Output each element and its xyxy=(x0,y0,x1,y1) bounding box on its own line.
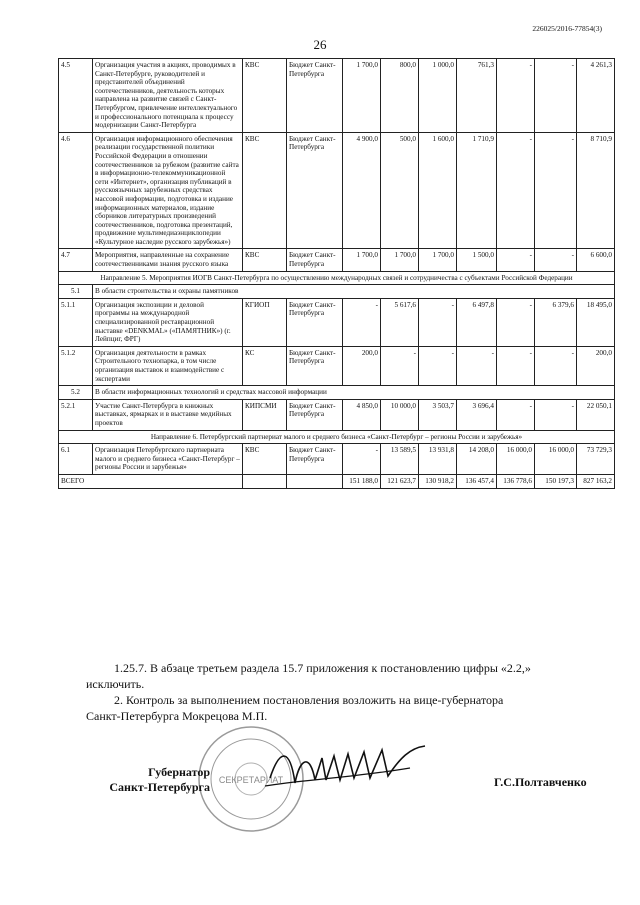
year-value: 3 696,4 xyxy=(457,399,497,430)
direction-title: Направление 6. Петербургский партнериат малого и среднего бизнеса «Санкт-Петербург – регионы России и зарубежья» xyxy=(59,430,615,444)
table-row xyxy=(59,399,615,430)
year-value: 5 617,6 xyxy=(381,298,419,346)
year-value: 1 000,0 xyxy=(419,59,457,133)
table-row xyxy=(59,346,615,385)
year-value: 1 700,0 xyxy=(419,249,457,271)
section-number: 5.2 xyxy=(59,386,93,400)
year-value: 1 600,0 xyxy=(419,132,457,249)
section-row xyxy=(59,285,615,299)
total-v4: 136 457,4 xyxy=(457,474,497,488)
row-number: 5.2.1 xyxy=(59,399,93,430)
executor: КИПСМИ xyxy=(243,399,287,430)
year-value: - xyxy=(419,298,457,346)
year-value: - xyxy=(343,444,381,475)
year-value: 13 931,8 xyxy=(419,444,457,475)
year-value: - xyxy=(419,346,457,385)
signatory-title xyxy=(90,765,210,795)
year-value: - xyxy=(535,249,577,271)
total-v3: 130 918,2 xyxy=(419,474,457,488)
year-value: 16 000,0 xyxy=(535,444,577,475)
row-number: 6.1 xyxy=(59,444,93,475)
year-value: - xyxy=(535,132,577,249)
page-number: 26 xyxy=(313,37,327,52)
table-row xyxy=(59,132,615,249)
executor: КВС xyxy=(243,59,287,133)
document-number: 226025/2016-77854(3) xyxy=(532,24,602,33)
section-row xyxy=(59,386,615,400)
table-row xyxy=(59,249,615,271)
executor: КВС xyxy=(243,444,287,475)
row-number: 4.7 xyxy=(59,249,93,271)
empty-cell xyxy=(243,474,287,488)
total-row xyxy=(59,474,615,488)
signatory-title-line2: Санкт-Петербурга xyxy=(109,780,210,794)
executor: КВС xyxy=(243,132,287,249)
total-value: 6 600,0 xyxy=(577,249,615,271)
year-value: - xyxy=(497,346,535,385)
row-number: 5.1.2 xyxy=(59,346,93,385)
executor: КГИОП xyxy=(243,298,287,346)
empty-cell xyxy=(287,474,343,488)
funding-source: Бюджет Санкт-Петербурга xyxy=(287,249,343,271)
row-number: 5.1.1 xyxy=(59,298,93,346)
year-value: - xyxy=(457,346,497,385)
table-row xyxy=(59,59,615,133)
total-v1: 151 188,0 xyxy=(343,474,381,488)
activity-name: Организация участия в акциях, проводимых в Санкт-Петербурге, руководителей и представителей объединений соотечественников, деятельность которых направлена на развитие связей с Санкт-Петербургом, привлечение интеллектуального и профессионального потенциала к процессу модернизации Санкт-Петербурга xyxy=(93,59,243,133)
year-value: - xyxy=(497,59,535,133)
activity-name: Организация экспозиции и деловой программы на международной специализированной реставрационной выставке «DENKMAL» («ПАМЯТНИК») (г. Лейпциг, ФРГ) xyxy=(93,298,243,346)
table-row xyxy=(59,444,615,475)
year-value: 6 379,6 xyxy=(535,298,577,346)
total-value: 22 050,1 xyxy=(577,399,615,430)
year-value: 1 700,0 xyxy=(381,249,419,271)
year-value: 14 208,0 xyxy=(457,444,497,475)
paragraph-2: 2. Контроль за выполнением постановления возложить на вице-губернатора xyxy=(114,693,504,707)
year-value: - xyxy=(535,59,577,133)
year-value: - xyxy=(497,249,535,271)
year-value: 4 850,0 xyxy=(343,399,381,430)
year-value: - xyxy=(497,298,535,346)
year-value: 500,0 xyxy=(381,132,419,249)
signatory-title-line1: Губернатор xyxy=(148,765,210,779)
paragraph-1-25-7-end: исключить. xyxy=(86,677,145,691)
activity-name: Организация Петербургского партнериата малого и среднего бизнеса «Санкт-Петербург – регионы России и зарубежья» xyxy=(93,444,243,475)
direction-row xyxy=(59,430,615,444)
total-value: 200,0 xyxy=(577,346,615,385)
year-value: - xyxy=(497,132,535,249)
year-value: 1 700,0 xyxy=(343,59,381,133)
year-value: - xyxy=(535,399,577,430)
funding-source: Бюджет Санкт-Петербурга xyxy=(287,298,343,346)
year-value: 1 500,0 xyxy=(457,249,497,271)
handwritten-signature xyxy=(260,738,430,798)
funding-source: Бюджет Санкт-Петербурга xyxy=(287,132,343,249)
activity-name: Участие Санкт-Петербурга в книжных выставках, ярмарках и в выставке медийных проектов xyxy=(93,399,243,430)
year-value: 1 700,0 xyxy=(343,249,381,271)
total-value: 8 710,9 xyxy=(577,132,615,249)
executor: КВС xyxy=(243,249,287,271)
year-value: 200,0 xyxy=(343,346,381,385)
program-table xyxy=(58,58,615,489)
year-value: 1 710,9 xyxy=(457,132,497,249)
year-value: 3 503,7 xyxy=(419,399,457,430)
year-value: 800,0 xyxy=(381,59,419,133)
funding-source: Бюджет Санкт-Петербурга xyxy=(287,399,343,430)
paragraph-1-25-7: 1.25.7. В абзаце третьем раздела 15.7 приложения к постановлению цифры «2.2,» xyxy=(114,661,531,675)
year-value: 16 000,0 xyxy=(497,444,535,475)
total-label: ВСЕГО xyxy=(59,474,243,488)
activity-name: Организация информационного обеспечения реализации государственной политики Российской Федерации в отношении соотечественников за рубежом (развитие сайта в информационно-телекоммуникационной сети «Интернет», организация публикаций в русскоязычных зарубежных средствах массовой информации, подготовка и издание информационных материалов, издание сборников литературных произведений соотечественников, подготовка презентаций, продвижение мультимедиаэнциклопедии «Культурное наследие русского зарубежья») xyxy=(93,132,243,249)
row-number: 4.6 xyxy=(59,132,93,249)
stamp-word: СЕКРЕТАРИАТ xyxy=(218,775,284,785)
funding-source: Бюджет Санкт-Петербурга xyxy=(287,444,343,475)
total-v6: 150 197,3 xyxy=(535,474,577,488)
total-v2: 121 623,7 xyxy=(381,474,419,488)
section-title: В области информационных технологий и средствах массовой информации xyxy=(93,386,615,400)
executor: КС xyxy=(243,346,287,385)
year-value: 6 497,8 xyxy=(457,298,497,346)
year-value: - xyxy=(497,399,535,430)
row-number: 4.5 xyxy=(59,59,93,133)
total-value: 73 729,3 xyxy=(577,444,615,475)
year-value: - xyxy=(343,298,381,346)
year-value: 761,3 xyxy=(457,59,497,133)
activity-name: Организация деятельности в рамках Строительного технопарка, в том числе организация выставок и взаимодействие с экспертами xyxy=(93,346,243,385)
signatory-name: Г.С.Полтавченко xyxy=(494,775,587,789)
year-value: 13 589,5 xyxy=(381,444,419,475)
year-value: 4 900,0 xyxy=(343,132,381,249)
paragraph-2-end: Санкт-Петербурга Мокрецова М.П. xyxy=(86,709,268,723)
table-row xyxy=(59,298,615,346)
direction-title: Направление 5. Мероприятия ИОГВ Санкт-Петербурга по осуществлению международных связей и сотрудничества с субъектами Российской Федерации xyxy=(59,271,615,285)
funding-source: Бюджет Санкт-Петербурга xyxy=(287,59,343,133)
section-title: В области строительства и охраны памятников xyxy=(93,285,615,299)
year-value: - xyxy=(535,346,577,385)
year-value: - xyxy=(381,346,419,385)
section-number: 5.1 xyxy=(59,285,93,299)
total-value: 18 495,0 xyxy=(577,298,615,346)
total-v5: 136 778,6 xyxy=(497,474,535,488)
total-total: 827 163,2 xyxy=(577,474,615,488)
year-value: 10 000,0 xyxy=(381,399,419,430)
total-value: 4 261,3 xyxy=(577,59,615,133)
direction-row xyxy=(59,271,615,285)
funding-source: Бюджет Санкт-Петербурга xyxy=(287,346,343,385)
activity-name: Мероприятия, направленные на сохранение соотечественниками знания русского языка xyxy=(93,249,243,271)
